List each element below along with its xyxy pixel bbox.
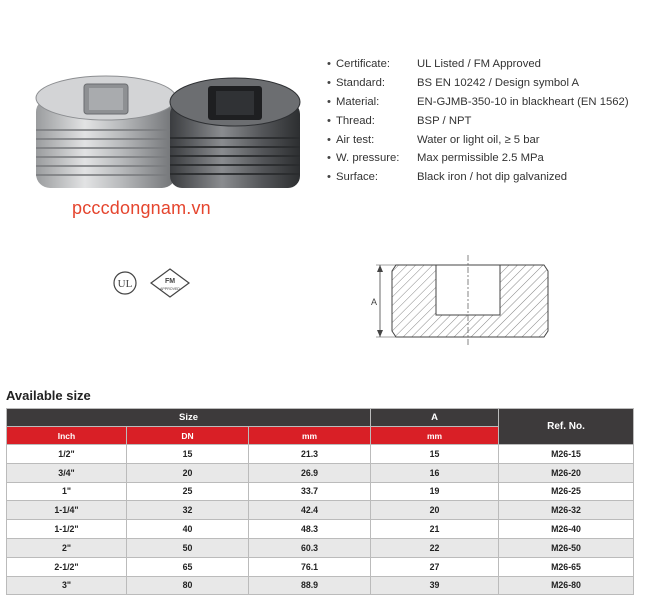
mm-cell: 48.3 [249,520,371,539]
spec-row-air-test [327,130,647,149]
a-cell: 22 [371,538,499,557]
spec-row-surface [327,168,647,187]
dn-cell: 32 [127,501,249,520]
a-cell: 19 [371,482,499,501]
inch-cell: 1/2" [7,445,127,464]
certification-logos [112,267,202,303]
dn-cell: 65 [127,557,249,576]
dn-cell: 25 [127,482,249,501]
mm-cell: 88.9 [249,576,371,595]
table-row [7,501,634,520]
spec-row-working-pressure [327,149,647,168]
spec-value: UL Listed / FM Approved [417,58,541,71]
ul-logo-text: UL [117,278,133,290]
table-row [7,445,634,464]
watermark-text: pcccdongnam.vn [72,198,211,218]
inch-cell: 3" [7,576,127,595]
table-row [7,482,634,501]
spec-value: EN-GJMB-350-10 in blackheart (EN 1562) [417,95,629,108]
bullet: • [327,133,331,146]
dn-cell: 40 [127,520,249,539]
table-row [7,463,634,482]
dn-header: DN [127,427,249,445]
bullet: • [327,152,331,165]
section-title: Available size [6,388,91,403]
mm-header: mm [249,427,371,445]
bullet: • [327,171,331,184]
inch-cell: 1-1/2" [7,520,127,539]
inch-cell: 1-1/4" [7,501,127,520]
inch-header: Inch [7,427,127,445]
spec-value: Water or light oil, ≥ 5 bar [417,133,540,146]
bullet: • [327,114,331,127]
ref-cell: M26-32 [499,501,634,520]
spec-row-standard [327,74,647,93]
table-row [7,557,634,576]
inch-cell: 2" [7,538,127,557]
table-row [7,520,634,539]
size-table [6,408,634,595]
a-mm-header: mm [371,427,499,445]
bullet: • [327,77,331,90]
dn-cell: 20 [127,463,249,482]
dn-cell: 50 [127,538,249,557]
product-photo-plugs [22,68,322,208]
spec-key: Thread: [336,114,375,127]
spec-value: BS EN 10242 / Design symbol A [417,77,580,90]
inch-cell: 1" [7,482,127,501]
spec-row-material [327,93,647,112]
ref-cell: M26-15 [499,445,634,464]
ul-logo [114,272,136,294]
ref-cell: M26-80 [499,576,634,595]
mm-cell: 60.3 [249,538,371,557]
spec-key: Surface: [336,171,379,184]
inch-cell: 2-1/2" [7,557,127,576]
a-cell: 20 [371,501,499,520]
fm-approved-logo [151,269,189,297]
a-cell: 21 [371,520,499,539]
galvanized-plug-image [36,76,176,188]
fm-logo-text: FM [164,278,176,285]
spec-key: W. pressure: [336,152,400,165]
ref-cell: M26-65 [499,557,634,576]
fm-logo-subtext: APPROVED [160,287,180,291]
mm-cell: 33.7 [249,482,371,501]
spec-row-thread [327,111,647,130]
ref-cell: M26-50 [499,538,634,557]
spec-row-certificate [327,55,647,74]
a-header: A [371,409,499,427]
a-cell: 16 [371,463,499,482]
spec-key: Material: [336,95,380,108]
ref-cell: M26-40 [499,520,634,539]
inch-cell: 3/4" [7,463,127,482]
size-header: Size [7,409,371,427]
spec-key: Certificate: [336,58,390,71]
mm-cell: 42.4 [249,501,371,520]
spec-key: Air test: [336,133,375,146]
mm-cell: 26.9 [249,463,371,482]
mm-cell: 21.3 [249,445,371,464]
cross-section-drawing [366,255,556,355]
table-row [7,576,634,595]
dn-cell: 80 [127,576,249,595]
spec-value: Black iron / hot dip galvanized [417,171,568,184]
dimension-a-label: A [370,297,378,307]
a-cell: 15 [371,445,499,464]
dn-cell: 15 [127,445,249,464]
a-cell: 27 [371,557,499,576]
ref-no-header: Ref. No. [499,409,634,445]
spec-key: Standard: [336,77,385,90]
ref-cell: M26-25 [499,482,634,501]
ref-cell: M26-20 [499,463,634,482]
bullet: • [327,95,331,108]
spec-list [327,55,647,187]
bullet: • [327,58,331,71]
a-cell: 39 [371,576,499,595]
table-row [7,538,634,557]
spec-value: BSP / NPT [417,114,472,127]
spec-value: Max permissible 2.5 MPa [417,152,544,165]
black-iron-plug-image [170,78,300,188]
mm-cell: 76.1 [249,557,371,576]
